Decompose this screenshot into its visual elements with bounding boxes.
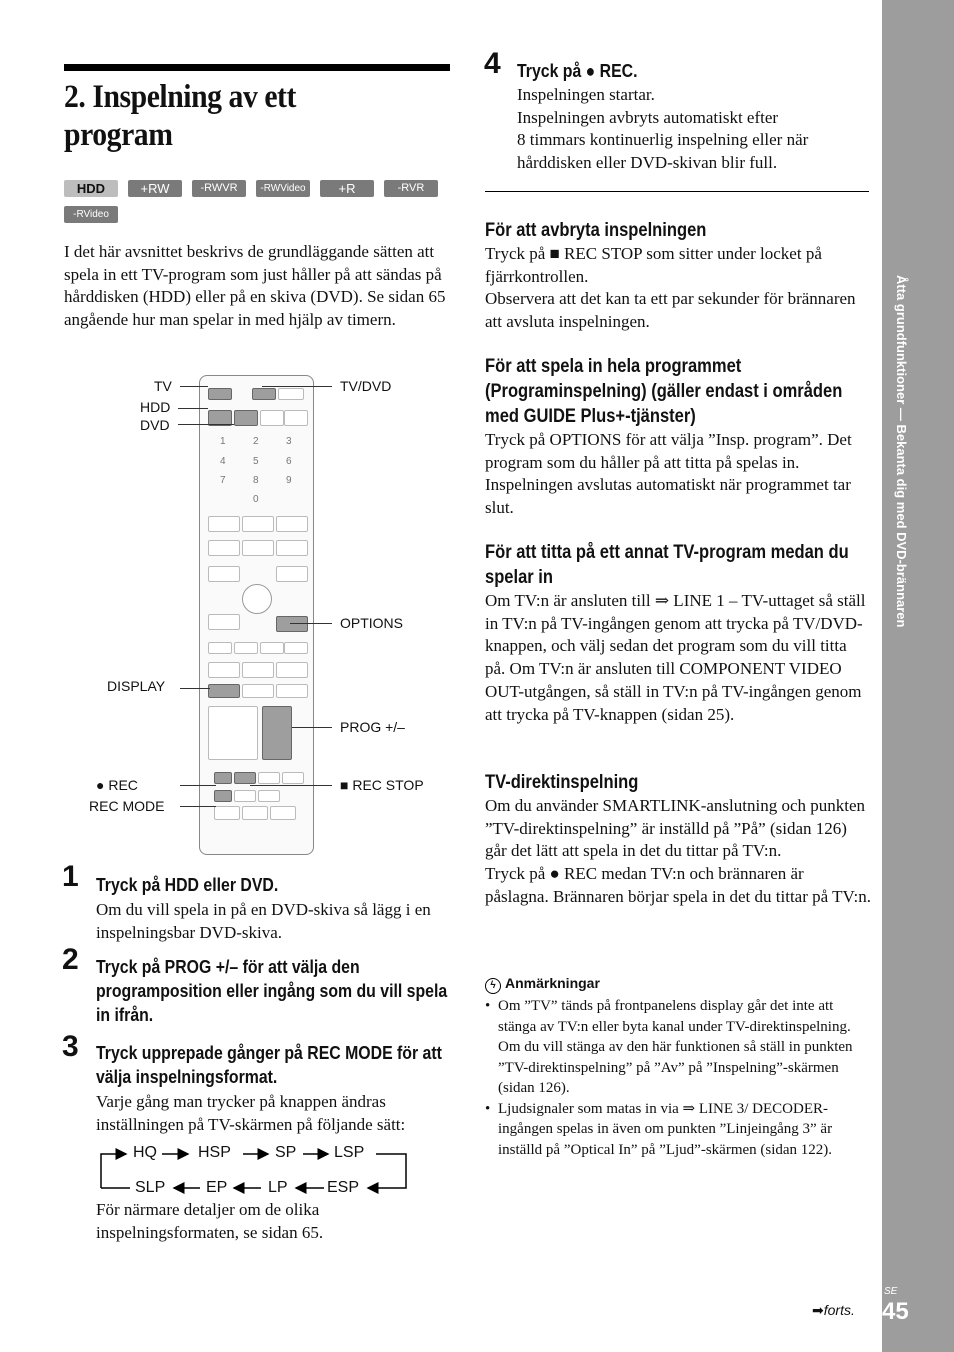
step-4-heading: Tryck på ● REC. [517,61,638,81]
step-1-heading: Tryck på HDD eller DVD. [96,875,279,895]
options-button [276,616,308,632]
step-2-number: 2 [62,943,79,976]
label-rec-mode: REC MODE [89,798,165,814]
volume-rocker [208,706,258,760]
sidebar-label: Åtta grundfunktioner — Bekanta dig med DVD-brännaren [894,275,909,628]
key-4: 4 [220,456,226,467]
label-prog: PROG +/– [340,719,405,735]
leader-line [178,408,208,409]
page-title-line-2: program [64,117,173,153]
section-heading-stop: För att avbryta inspelningen [485,220,707,241]
play-button [242,662,274,678]
label-tvdvd: TV/DVD [340,378,392,394]
remote-button [284,410,308,426]
format-slp: SLP [135,1179,166,1196]
remote-button [242,540,274,556]
format-ep: EP [206,1179,228,1196]
leader-line [180,386,208,387]
badge-plus-rw: +RW [128,180,182,197]
sidebar-text [893,275,911,695]
section-text-stop: Tryck på ■ REC STOP som sitter under locket på fjärrkontrollen. Observera att det kan ta ett par sekunder för brännaren att avsluta inspelningen. [485,244,856,332]
power-button [278,388,304,400]
key-7: 7 [220,475,226,486]
section-divider [485,191,869,192]
remote-button [208,642,232,654]
remote-button [242,806,268,820]
badge-rw-vr: -RWVR [192,180,246,197]
section-text-program: Tryck på OPTIONS för att välja ”Insp. program”. Det program som du håller på att titta på spelas in. Inspelningen avslutas automatiskt när programmet tar slut. [485,430,852,518]
remote-button [208,540,240,556]
badge-plus-r: +R [320,180,374,197]
format-note: För närmare detaljer om de olika inspelningsformaten, se sidan 65. [96,1200,324,1242]
badge-r-video: -RVideo [64,206,118,223]
rec-button [214,772,232,784]
notes-list [485,996,869,1160]
leader-line [250,785,332,786]
label-tv: TV [154,378,172,394]
title-rule [64,64,450,71]
label-hdd: HDD [140,399,171,415]
format-lsp: LSP [334,1144,365,1161]
continue-marker: ➡forts. [812,1302,855,1318]
remote-button [208,516,240,532]
tv-button [208,388,232,400]
remote-button [270,806,296,820]
remote-button [234,642,258,654]
dvd-button [234,410,258,426]
leader-line [178,424,234,425]
leader-line [180,688,210,689]
label-display: DISPLAY [107,678,166,694]
remote-button [282,772,304,784]
rec-mode-button [214,790,232,802]
format-hsp: HSP [198,1144,231,1161]
key-9: 9 [286,475,292,486]
step-3-heading: Tryck upprepade gånger på REC MODE för att välja inspelningsformat. [96,1043,442,1087]
label-rec-stop: ■ REC STOP [340,777,424,793]
notes-heading [485,975,600,994]
leader-line [262,386,332,387]
navigation-pad [242,584,272,614]
page-number: 45 [882,1298,909,1325]
pause-button [242,684,274,698]
rec-stop-button [234,772,256,784]
prog-rocker [262,706,292,760]
remote-button [276,516,308,532]
note-item: • Ljudsignaler som matas in via ⇒ LINE 3/ DECODER-ingången spelas in även om punkten ”Linjeingång 3” är inställd på ”Optical In” på ”Ljud”-skärmen (sidan 122). [485,1099,869,1161]
remote-body [199,375,314,855]
stop-button [276,684,308,698]
key-6: 6 [286,456,292,467]
step-1-text: Om du vill spela in på en DVD-skiva så lägg i en inspelningsbar DVD-skiva. [96,900,431,942]
page-title [64,78,411,154]
badge-rw-video: -RWVideo [256,180,310,197]
key-5: 5 [253,456,259,467]
note-icon: ϟ [485,978,501,994]
step-4-text: Inspelningen startar. Inspelningen avbryts automatiskt efter 8 timmars kontinuerlig inspelning eller när hårddisken eller DVD-skivan blir full. [517,85,809,173]
remote-button [276,540,308,556]
remote-button [208,662,240,678]
leader-line [180,785,216,786]
section-text-watch: Om TV:n är ansluten till ⇒ LINE 1 – TV-uttaget så ställ in TV:n på TV-ingången genom att trycka på TV/DVD-knappen, och välj sedan det program som du vill titta på. Om TV:n är ansluten till COMPONENT VIDEO OUT-utgången, så ställ in TV:n på TV-ingången genom att trycka på TV-knappen (sidan 25). [485,591,866,724]
format-sp: SP [275,1144,297,1161]
step-2-heading: Tryck på PROG +/– för att välja den programposition eller ingång som du vill spela in ifrån. [96,957,448,1025]
remote-button [260,410,284,426]
remote-button [214,806,240,820]
remote-button [276,662,308,678]
remote-button [208,566,240,582]
section-heading-direct: TV-direktinspelning [485,772,639,793]
step-3-text: Varje gång man trycker på knappen ändras inställningen på TV-skärmen på följande sätt: [96,1092,406,1134]
format-lp: LP [268,1179,288,1196]
remote-button [260,642,284,654]
label-rec: ● REC [96,777,138,793]
label-dvd: DVD [140,417,170,433]
display-button [208,684,240,698]
remote-button [258,772,280,784]
step-4-number: 4 [484,47,501,80]
badge-hdd: HDD [64,180,118,197]
remote-button [234,790,256,802]
key-1: 1 [220,436,226,447]
remote-button [208,614,240,630]
section-heading-watch: För att titta på ett annat TV-program medan du spelar in [485,542,849,588]
intro-paragraph: I det här avsnittet beskrivs de grundläggande sätten att spela in ett TV-program som just håller på att sändas på hårddisken (HDD) eller på en skiva (DVD). Se sidan 65 angående hur man spelar in med hjälp av timern. [64,242,446,330]
key-8: 8 [253,475,259,486]
remote-button [242,516,274,532]
note-item: • Om ”TV” tänds på frontpanelens display går det inte att stänga av TV:n eller byta kanal under TV-direktinspelning. Om du vill stänga av den här funktionen så ställ in punkten ”TV-direktinspelning” på ”Av” på ”Inspelning”-skärmen (sidan 126). [485,996,869,1099]
remote-button [276,566,308,582]
remote-button [258,790,280,802]
page-title-line-1: 2. Inspelning av ett [64,79,296,115]
label-options: OPTIONS [340,615,404,631]
language-code: SE [884,1286,898,1297]
remote-button [284,642,308,654]
section-text-direct: Om du använder SMARTLINK-anslutning och punkten ”TV-direktinspelning” är inställd på ”På” (sidan 126) går det lätt att spela in det du tittar på TV:n. Tryck på ● REC medan TV:n och brännaren är påslagna. Brännaren börjar spela in det du tittar på TV:n. [485,796,871,906]
section-heading-program: För att spela in hela programmet (Programinspelning) (gäller endast i områden med GUIDE Plus+-tjänster) [485,356,843,427]
leader-line [290,623,332,624]
format-esp: ESP [327,1179,360,1196]
notes-heading-label: Anmärkningar [505,975,600,991]
badge-r-vr: -RVR [384,180,438,197]
leader-line [180,806,216,807]
step-3-number: 3 [62,1030,79,1063]
key-0: 0 [253,494,259,505]
leader-line [292,727,332,728]
tvdvd-button [252,388,276,400]
key-2: 2 [253,436,259,447]
step-1-number: 1 [62,860,79,893]
key-3: 3 [286,436,292,447]
format-hq: HQ [133,1144,157,1161]
